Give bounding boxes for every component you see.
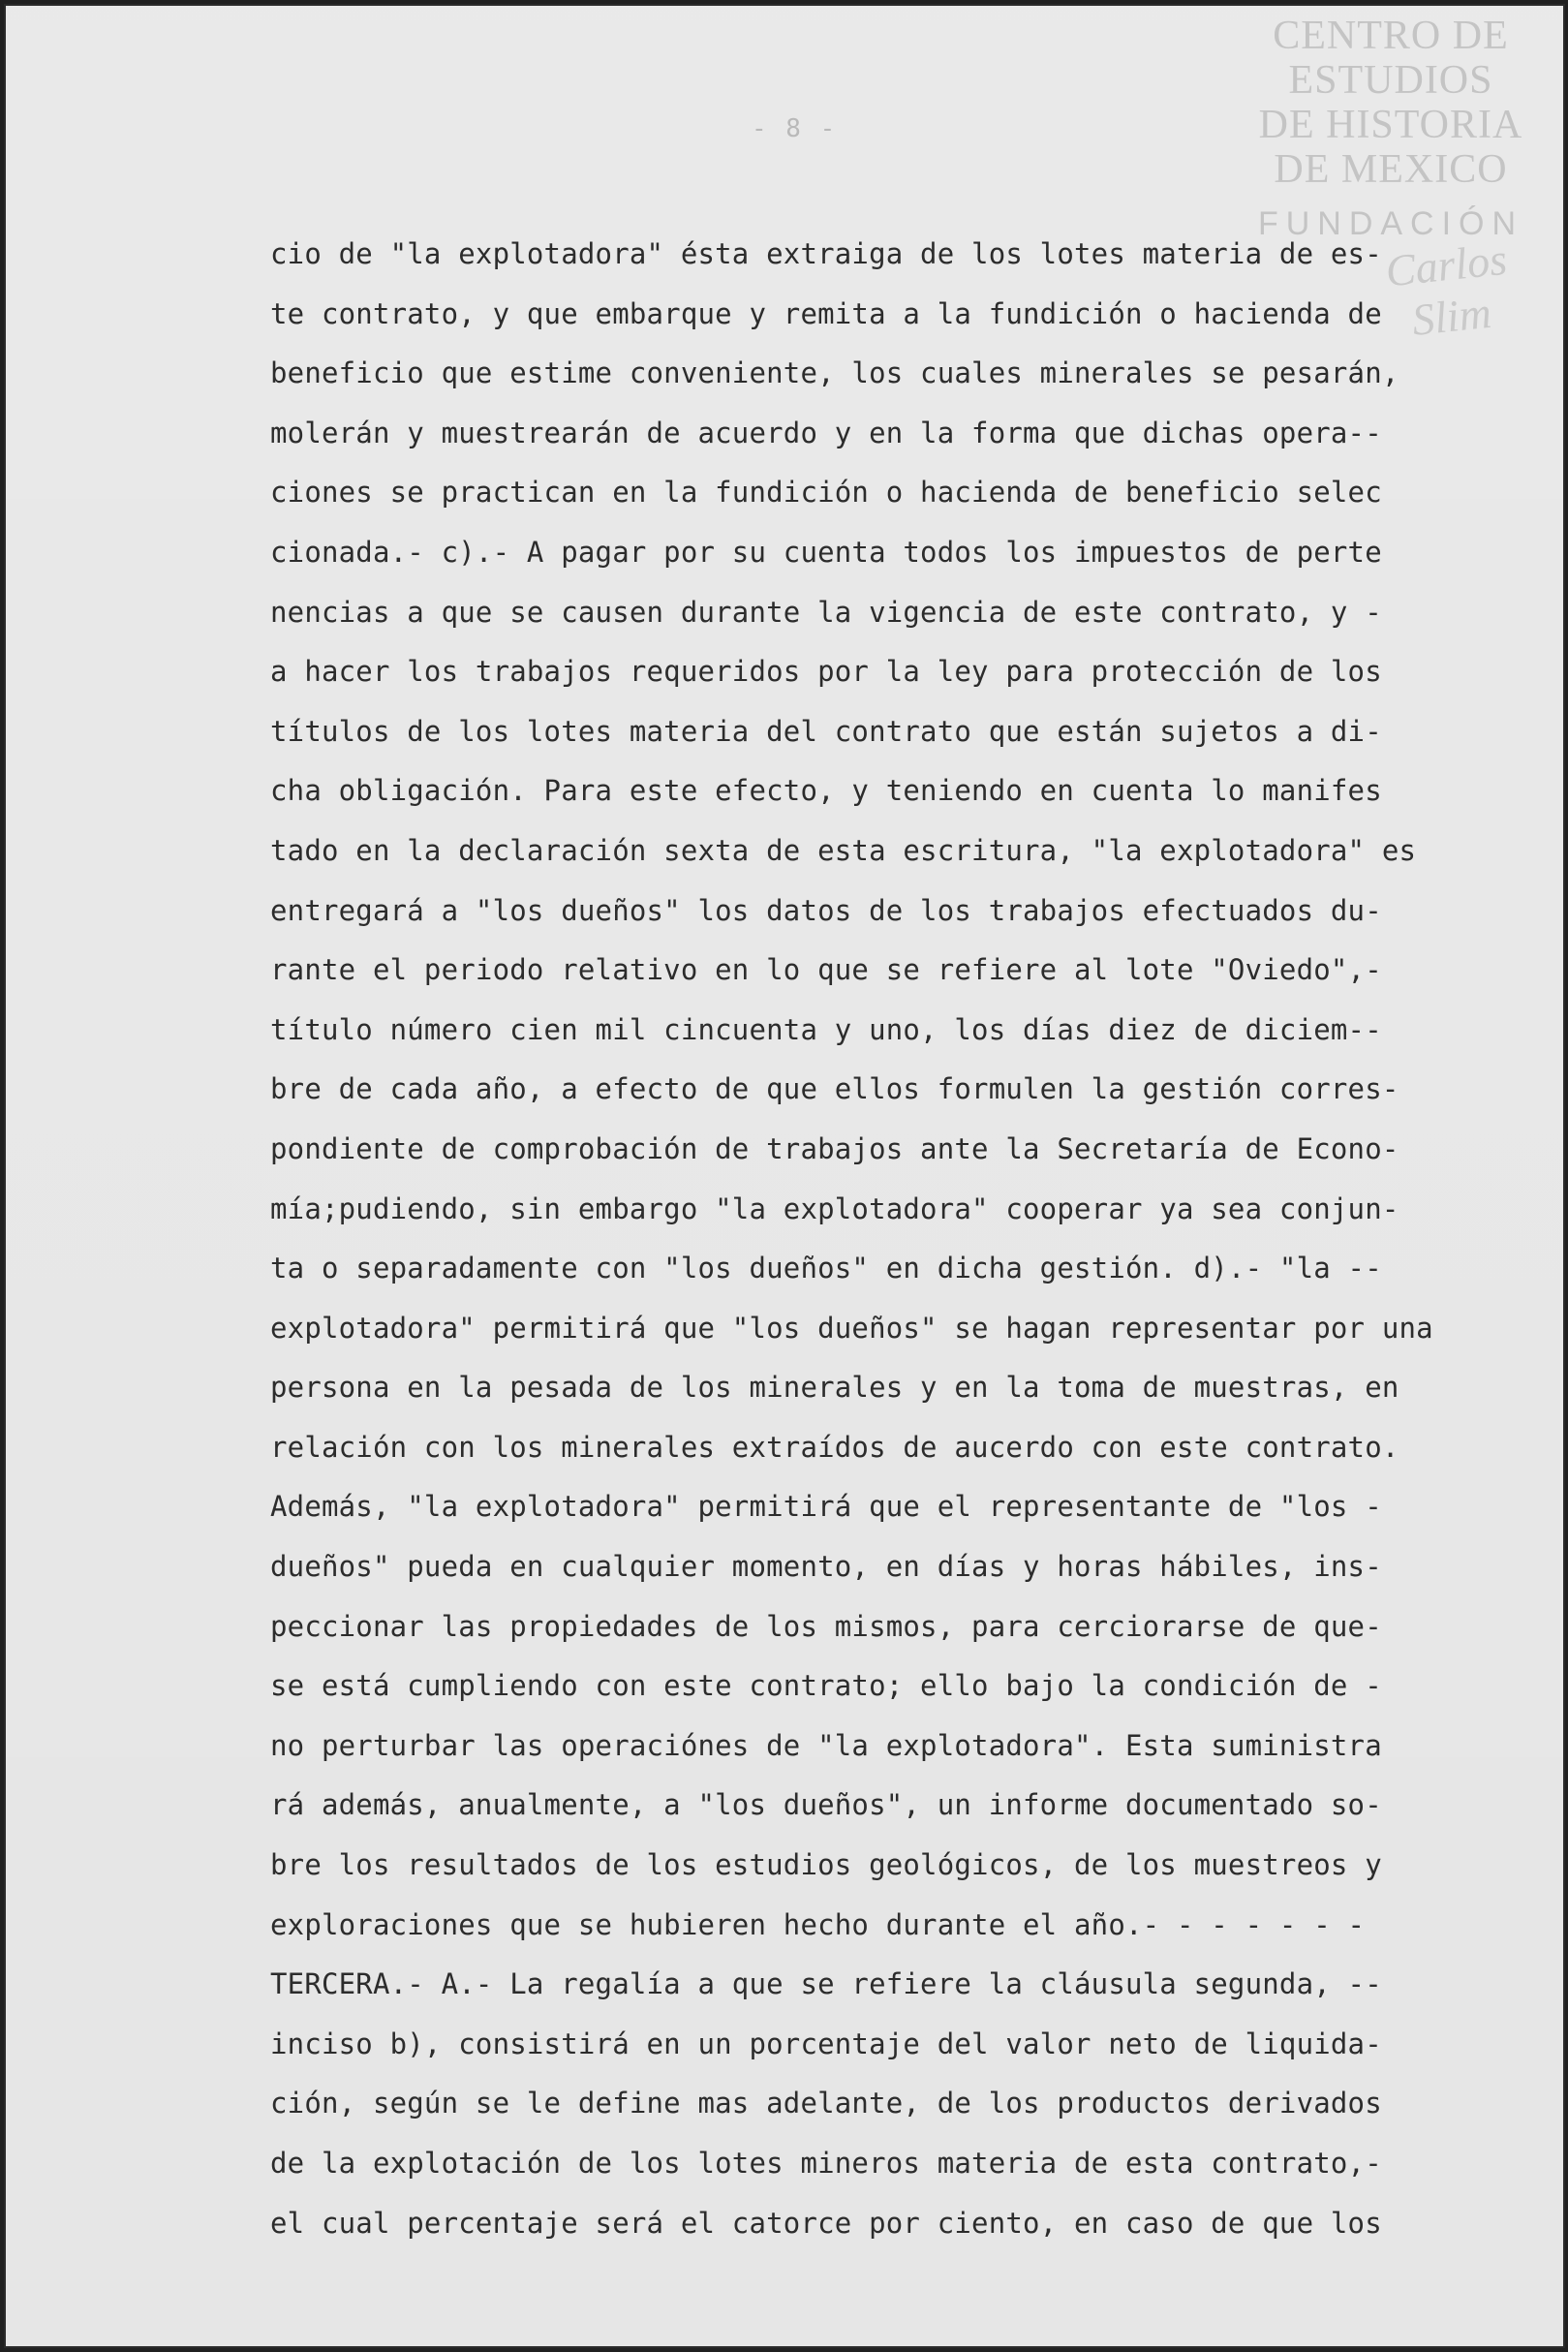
text-line: de la explotación de los lotes mineros materia de esta contrato,- bbox=[270, 2147, 1382, 2180]
text-line: relación con los minerales extraídos de aucerdo con este contrato. bbox=[270, 1430, 1399, 1464]
text-line: bre de cada año, a efecto de que ellos formulen la gestión corres- bbox=[270, 1072, 1399, 1106]
stamp-line: CENTRO DE bbox=[1273, 14, 1509, 58]
text-line: título número cien mil cincuenta y uno, los días diez de diciem-- bbox=[270, 1012, 1382, 1046]
text-line: beneficio que estime conveniente, los cuales minerales se pesarán, bbox=[270, 356, 1399, 390]
text-line: entregará a "los dueños" los datos de los trabajos efectuados du- bbox=[270, 893, 1382, 927]
document-page bbox=[6, 6, 1563, 2346]
text-line: se está cumpliendo con este contrato; ello bajo la condición de - bbox=[270, 1669, 1382, 1703]
stamp-foundation: FUNDACIÓN bbox=[1257, 205, 1524, 242]
text-line: TERCERA.- A.- La regalía a que se refiere la cláusula segunda, -- bbox=[270, 1967, 1382, 2001]
text-line: ción, según se le define mas adelante, de los productos derivados bbox=[270, 2087, 1382, 2120]
stamp-signature: Carlos Slim bbox=[1383, 233, 1510, 345]
text-line: bre los resultados de los estudios geológicos, de los muestreos y bbox=[270, 1848, 1382, 1882]
text-line: rá además, anualmente, a "los dueños", un informe documentado so- bbox=[270, 1788, 1382, 1822]
text-line: rante el periodo relativo en lo que se refiere al lote "Oviedo",- bbox=[270, 953, 1382, 987]
text-line: nencias a que se causen durante la vigencia de este contrato, y - bbox=[270, 595, 1382, 629]
text-line: mía;pudiendo, sin embargo "la explotadora" cooperar ya sea conjun- bbox=[270, 1191, 1399, 1225]
text-line: persona en la pesada de los minerales y en la toma de muestras, en bbox=[270, 1371, 1399, 1405]
text-line: explotadora" permitirá que "los dueños" se hagan representar por una bbox=[270, 1311, 1433, 1345]
text-line: molerán y muestrearán de acuerdo y en la forma que dichas opera-- bbox=[270, 416, 1382, 449]
text-line: dueños" pueda en cualquier momento, en días y horas hábiles, ins- bbox=[270, 1550, 1382, 1584]
text-line: pondiente de comprobación de trabajos ante la Secretaría de Econo- bbox=[270, 1131, 1399, 1165]
text-line: cha obligación. Para este efecto, y teniendo en cuenta lo manifes bbox=[270, 774, 1382, 808]
text-line: cionada.- c).- A pagar por su cuenta todos los impuestos de perte bbox=[270, 535, 1382, 569]
text-line: a hacer los trabajos requeridos por la ley para protección de los bbox=[270, 655, 1382, 689]
text-line: cio de "la explotadora" ésta extraiga de los lotes materia de es- bbox=[270, 237, 1382, 270]
text-line: no perturbar las operaciónes de "la explotadora". Esta suministra bbox=[270, 1728, 1382, 1762]
text-line: ta o separadamente con "los dueños" en dicha gestión. d).- "la -- bbox=[270, 1252, 1382, 1285]
text-line: exploraciones que se hubieren hecho durante el año.- - - - - - - bbox=[270, 1907, 1366, 1941]
text-line: el cual percentaje será el catorce por ciento, en caso de que los bbox=[270, 2206, 1382, 2240]
text-line: tado en la declaración sexta de esta escritura, "la explotadora" es bbox=[270, 833, 1417, 867]
text-line: títulos de los lotes materia del contrato que están sujetos a di- bbox=[270, 714, 1382, 748]
text-line: Además, "la explotadora" permitirá que el representante de "los - bbox=[270, 1490, 1382, 1524]
text-line: te contrato, y que embarque y remita a la fundición o hacienda de bbox=[270, 296, 1382, 330]
page-number: - 8 - bbox=[752, 114, 838, 143]
text-line: peccionar las propiedades de los mismos, para cerciorarse de que- bbox=[270, 1609, 1382, 1643]
text-line: ciones se practican en la fundición o hacienda de beneficio selec bbox=[270, 476, 1382, 510]
stamp-line: DE MEXICO bbox=[1274, 147, 1508, 192]
text-line: inciso b), consistirá en un porcentaje del valor neto de liquida- bbox=[270, 2027, 1382, 2060]
stamp-line: DE HISTORIA bbox=[1258, 103, 1523, 147]
stamp-line: ESTUDIOS bbox=[1288, 58, 1493, 103]
typewritten-body bbox=[270, 225, 1500, 2253]
